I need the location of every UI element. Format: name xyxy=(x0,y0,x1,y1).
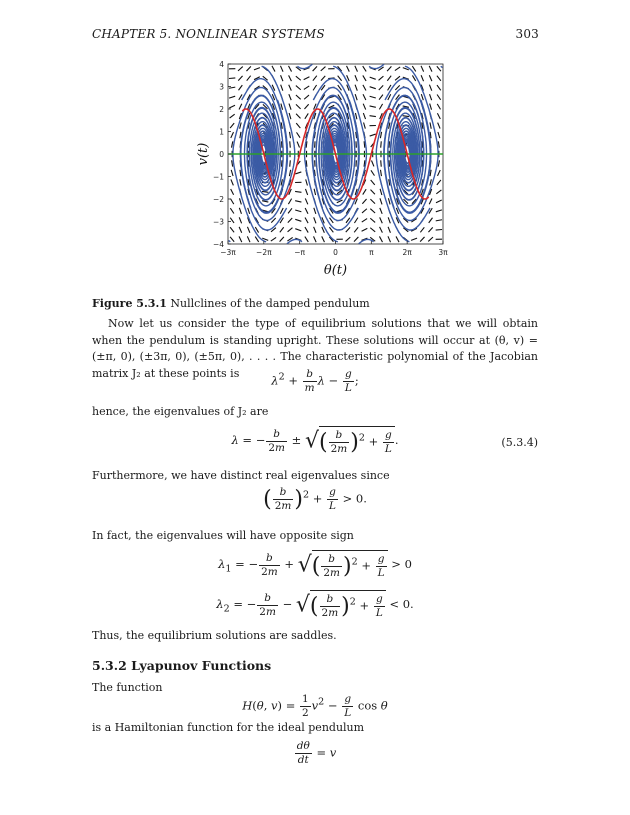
direction-segment xyxy=(297,142,299,148)
direction-segment xyxy=(420,237,424,242)
direction-segment xyxy=(321,67,326,71)
direction-segment xyxy=(280,208,283,214)
direction-segment xyxy=(248,208,250,214)
direction-segment xyxy=(362,209,367,213)
direction-segment xyxy=(428,227,432,232)
direction-segment xyxy=(438,141,439,147)
direction-segment xyxy=(290,132,291,138)
direction-segment xyxy=(295,191,301,192)
direction-segment xyxy=(363,66,366,71)
direction-segment xyxy=(295,210,301,212)
direction-segment xyxy=(231,132,234,138)
direction-segment xyxy=(229,105,235,108)
direction-segment xyxy=(239,236,242,242)
direction-segment xyxy=(231,189,234,195)
direction-segment xyxy=(387,66,391,71)
direction-segment xyxy=(238,67,243,71)
y-tick-label: 3 xyxy=(219,82,224,92)
direction-segment xyxy=(289,94,291,100)
direction-segment xyxy=(247,236,250,242)
direction-segment xyxy=(255,237,258,242)
paragraph-2: hence, the eigenvalues of J₂ are xyxy=(92,405,269,418)
direction-segment xyxy=(370,106,376,107)
direction-segment xyxy=(246,66,250,71)
direction-segment xyxy=(280,66,283,72)
direction-segment xyxy=(240,179,241,185)
y-tick-label: −2 xyxy=(212,195,224,204)
y-tick-label: −3 xyxy=(212,217,224,227)
direction-segment xyxy=(304,95,309,99)
direction-segment xyxy=(380,170,381,176)
direction-segment xyxy=(362,219,367,222)
direction-segment xyxy=(381,141,382,147)
direction-segment xyxy=(297,132,301,137)
direction-segment xyxy=(239,217,241,223)
direction-segment xyxy=(380,208,382,214)
x-tick-label: 2π xyxy=(402,248,412,257)
direction-segment xyxy=(305,227,308,232)
direction-segment xyxy=(313,66,317,71)
direction-segment xyxy=(379,104,382,110)
direction-segment xyxy=(230,237,234,242)
direction-segment xyxy=(362,199,366,204)
direction-segment xyxy=(388,198,390,204)
paragraph-1: Now let us consider the type of equilibrium solutions that we will obtain when the pendulum is standing upright. These solutions will occur at (θ, v) = (±π, 0), (±3π, 0), (±5π, 0), . . . . The characteristic polynomial of the Jacobian matrix J₂ at these points is xyxy=(92,317,538,380)
equation-lambda1: $\lambda_1$ = − $\frac{b}{2m}$ + √( $\frac{b}{2m}$ )$^2$ + $\frac{g}{L}$ > 0 xyxy=(218,551,412,579)
direction-segment xyxy=(428,237,433,241)
direction-segment xyxy=(262,201,268,202)
page-number: 303 xyxy=(515,27,539,41)
equation-dtheta: $\frac{d\theta}{dt}$ = v xyxy=(296,740,337,766)
direction-segment xyxy=(230,123,234,128)
direction-segment xyxy=(305,189,307,195)
direction-segment xyxy=(296,123,300,128)
direction-segment xyxy=(355,113,356,119)
direction-segment xyxy=(289,113,291,119)
direction-segment xyxy=(322,236,325,242)
direction-segment xyxy=(396,236,399,242)
direction-segment xyxy=(438,170,441,176)
streamline xyxy=(297,64,312,68)
direction-segment xyxy=(247,227,249,233)
direction-segment xyxy=(296,104,301,108)
direction-segment xyxy=(421,75,423,81)
direction-segment xyxy=(388,236,391,242)
direction-segment xyxy=(230,114,235,118)
equation-eigenvalues: λ = − $\frac{b}{2m}$ ± √( $\frac{b}{2m}$ )$^2$ + $\frac{g}{L}$ . (5.3.4) xyxy=(231,427,538,455)
direction-segment xyxy=(420,227,424,232)
direction-segment xyxy=(355,85,357,91)
direction-segment xyxy=(295,219,301,221)
section-heading: 5.3.2 Lyapunov Functions xyxy=(92,658,272,673)
paragraph-5: Thus, the equilibrium solutions are saddles. xyxy=(92,629,337,642)
direction-segment xyxy=(370,228,375,232)
direction-segment xyxy=(436,230,442,231)
direction-segment xyxy=(288,228,293,232)
paragraph-4: In fact, the eigenvalues will have opposite sign xyxy=(92,529,354,542)
y-tick-label: 1 xyxy=(219,127,224,137)
direction-segment xyxy=(295,229,301,231)
direction-segment xyxy=(305,113,308,118)
direction-segment xyxy=(437,76,441,81)
direction-segment xyxy=(370,134,376,136)
direction-segment xyxy=(370,77,376,79)
direction-segment xyxy=(305,198,308,204)
direction-segment xyxy=(289,85,292,91)
direction-segment xyxy=(306,179,308,185)
direction-segment xyxy=(305,208,308,214)
equation-positive: ( $\frac{b}{2m}$ )$^2$ + $\frac{g}{L}$ > 0. xyxy=(263,486,367,512)
direction-segment xyxy=(430,179,432,185)
direction-segment xyxy=(363,94,366,100)
direction-segment xyxy=(388,217,390,223)
x-tick-label: 3π xyxy=(438,248,448,257)
figure-caption xyxy=(92,296,538,313)
phase-portrait-figure xyxy=(196,52,452,288)
y-axis-label: v(t) xyxy=(196,142,211,166)
direction-segment xyxy=(437,180,441,185)
direction-segment xyxy=(364,123,366,129)
direction-segment xyxy=(421,94,423,100)
direction-segment xyxy=(354,237,358,242)
direction-segment xyxy=(280,237,284,242)
direction-segment xyxy=(229,78,235,79)
direction-segment xyxy=(363,189,366,194)
direction-segment xyxy=(438,132,440,138)
direction-segment xyxy=(370,116,376,117)
direction-segment xyxy=(289,104,291,110)
direction-segment xyxy=(239,208,241,214)
direction-segment xyxy=(347,66,350,72)
direction-segment xyxy=(355,94,357,100)
paragraph-6: The function xyxy=(92,681,163,694)
direction-segment xyxy=(436,220,442,221)
streamline xyxy=(441,66,443,67)
direction-segment xyxy=(355,75,357,81)
direction-segment xyxy=(362,228,368,231)
direction-segment xyxy=(403,116,409,117)
direction-segment xyxy=(371,190,375,195)
direction-segment xyxy=(305,218,308,224)
direction-segment xyxy=(296,95,301,99)
direction-segment xyxy=(247,76,251,81)
direction-segment xyxy=(239,227,242,233)
direction-segment xyxy=(436,190,441,194)
running-header: CHAPTER 5. NONLINEAR SYSTEMS xyxy=(92,27,325,41)
direction-segment xyxy=(288,208,292,213)
direction-segment xyxy=(304,77,310,80)
direction-segment xyxy=(289,66,292,72)
direction-segment xyxy=(421,66,424,72)
direction-segment xyxy=(380,198,382,204)
direction-segment xyxy=(379,95,383,100)
direction-segment xyxy=(437,85,441,90)
direction-segment xyxy=(272,66,275,72)
direction-segment xyxy=(430,94,432,100)
equation-number: (5.3.4) xyxy=(501,436,538,449)
direction-segment xyxy=(395,67,400,71)
x-tick-label: π xyxy=(369,248,374,257)
direction-segment xyxy=(314,227,316,233)
direction-segment xyxy=(346,237,351,241)
direction-segment xyxy=(229,87,235,88)
x-tick-label: −π xyxy=(294,248,306,257)
direction-segment xyxy=(354,218,357,223)
direction-segment xyxy=(379,236,382,242)
direction-segment xyxy=(338,76,342,81)
direction-segment xyxy=(437,66,441,71)
direction-segment xyxy=(438,160,439,166)
direction-segment xyxy=(438,123,440,129)
direction-segment xyxy=(289,170,290,176)
direction-segment xyxy=(239,104,242,110)
direction-segment xyxy=(387,76,391,81)
paragraph-7: is a Hamiltonian function for the ideal pendulum xyxy=(92,721,365,734)
direction-segment xyxy=(229,96,235,98)
direction-segment xyxy=(363,104,366,110)
direction-segment xyxy=(281,85,283,91)
direction-segment xyxy=(314,208,316,214)
direction-segment xyxy=(296,114,300,119)
direction-segment xyxy=(430,122,431,128)
streamline xyxy=(229,241,231,242)
direction-segment xyxy=(370,218,375,222)
direction-segment xyxy=(280,227,284,232)
direction-segment xyxy=(437,113,440,119)
direction-segment xyxy=(436,210,442,212)
y-tick-label: 0 xyxy=(219,150,224,159)
direction-segment xyxy=(437,94,441,99)
equation-hamiltonian: H(θ, v) = $\frac{1}{2}$ $v^2$ − $\frac{g}{L}$ cos θ xyxy=(242,693,388,719)
y-tick-label: −4 xyxy=(212,240,224,249)
direction-segment xyxy=(371,170,375,175)
direction-segment xyxy=(281,75,283,81)
direction-segment xyxy=(314,236,317,242)
caption-text: Nullclines of the damped pendulum xyxy=(170,297,370,310)
direction-segment xyxy=(429,75,432,81)
direction-segment xyxy=(379,76,384,80)
direction-segment xyxy=(230,227,234,232)
direction-segment xyxy=(370,209,375,213)
direction-segment xyxy=(429,85,431,91)
x-axis-label: θ(t) xyxy=(323,263,348,278)
y-tick-label: 4 xyxy=(219,60,224,69)
equation-lambda2: $\lambda_2$ = − $\frac{b}{2m}$ − √( $\frac{b}{2m}$ )$^2$ + $\frac{g}{L}$ < 0. xyxy=(216,591,414,619)
direction-segment xyxy=(231,179,233,185)
direction-segment xyxy=(230,199,233,204)
paragraph-3: Furthermore, we have distinct real eigenvalues since xyxy=(92,469,390,482)
direction-segment xyxy=(429,218,433,223)
direction-segment xyxy=(238,76,242,81)
direction-segment xyxy=(240,122,242,128)
direction-segment xyxy=(363,75,366,80)
x-tick-label: −2π xyxy=(256,248,272,257)
direction-segment xyxy=(288,199,291,205)
y-tick-label: 2 xyxy=(219,105,224,114)
direction-segment xyxy=(437,104,440,109)
direction-segment xyxy=(380,132,381,138)
direction-segment xyxy=(436,200,442,203)
direction-segment xyxy=(239,198,241,204)
direction-segment xyxy=(240,170,241,176)
direction-segment xyxy=(290,141,291,147)
direction-segment xyxy=(231,141,232,147)
direction-segment xyxy=(295,172,301,174)
direction-segment xyxy=(346,227,350,232)
direction-segment xyxy=(354,227,358,232)
direction-segment xyxy=(295,201,301,202)
direction-segment xyxy=(304,86,309,89)
direction-segment xyxy=(254,68,260,70)
direction-segment xyxy=(380,227,383,233)
direction-segment xyxy=(379,85,383,90)
direction-segment xyxy=(314,189,315,195)
direction-segment xyxy=(313,76,317,81)
direction-segment xyxy=(296,76,301,80)
direction-segment xyxy=(363,113,365,119)
equation-characteristic: $\lambda^2$ + $\frac{b}{m}$ λ − $\frac{g}{L}$ ; xyxy=(271,368,359,394)
direction-segment xyxy=(370,96,376,98)
direction-segment xyxy=(363,85,366,91)
direction-segment xyxy=(289,75,292,81)
y-tick-label: −1 xyxy=(212,172,224,182)
direction-segment xyxy=(380,217,383,223)
direction-segment xyxy=(296,86,301,90)
direction-segment xyxy=(238,85,242,90)
direction-segment xyxy=(430,104,432,110)
x-tick-label: −3π xyxy=(220,248,236,257)
direction-segment xyxy=(288,218,292,223)
direction-segment xyxy=(355,66,358,72)
direction-segment xyxy=(230,208,234,213)
direction-segment xyxy=(304,104,308,109)
direction-segment xyxy=(230,218,234,223)
direction-segment xyxy=(429,198,432,204)
direction-segment xyxy=(313,85,316,90)
direction-segment xyxy=(321,76,325,81)
direction-segment xyxy=(262,191,268,192)
direction-segment xyxy=(381,160,382,166)
direction-segment xyxy=(411,238,417,240)
direction-segment xyxy=(370,199,375,203)
direction-segment xyxy=(232,160,233,166)
direction-segment xyxy=(412,66,415,71)
x-tick-label: 0 xyxy=(333,248,338,257)
direction-segment xyxy=(388,227,390,233)
direction-segment xyxy=(380,189,382,195)
direction-segment xyxy=(271,237,276,241)
direction-segment xyxy=(290,160,291,166)
direction-segment xyxy=(371,180,375,185)
direction-segment xyxy=(314,217,316,223)
direction-segment xyxy=(305,237,308,242)
direction-segment xyxy=(429,66,432,72)
direction-segment xyxy=(371,161,373,167)
direction-segment xyxy=(370,87,376,89)
caption-label: Figure 5.3.1 xyxy=(92,297,167,310)
direction-segment xyxy=(231,170,233,176)
direction-segment xyxy=(281,104,283,110)
direction-segment xyxy=(240,132,241,138)
